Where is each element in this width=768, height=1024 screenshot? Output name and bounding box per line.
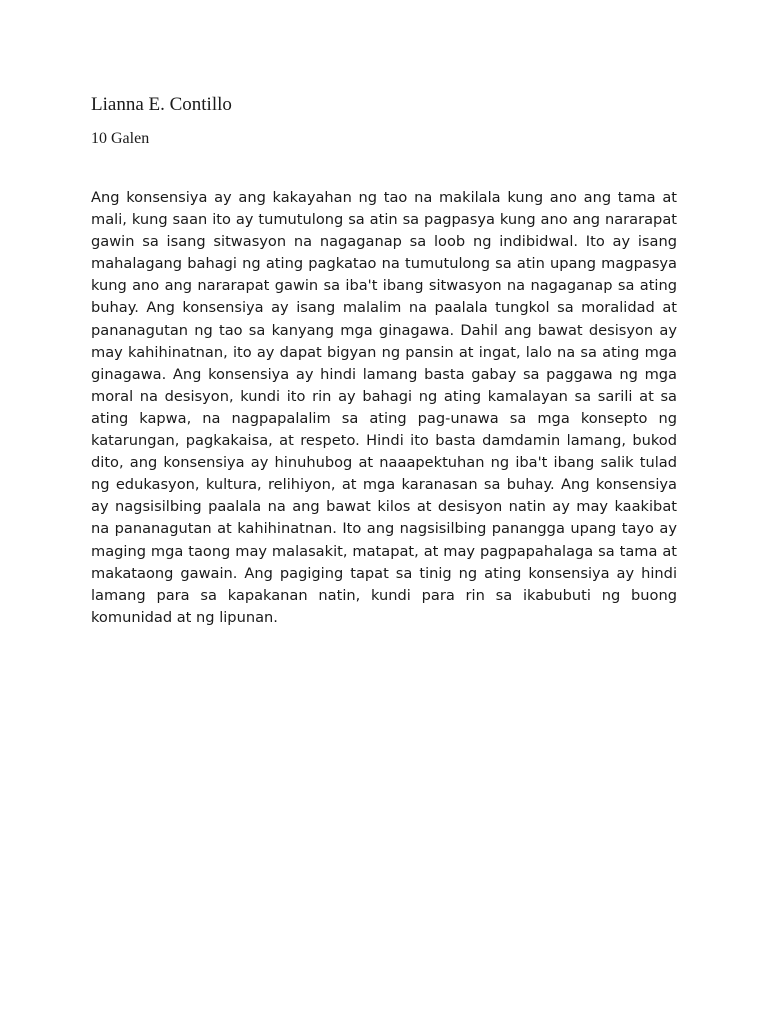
author-name: Lianna E. Contillo — [91, 94, 232, 115]
essay-paragraph: Ang konsensiya ay ang kakayahan ng tao na makilala kung ano ang tama at mali, kung saan ito ay tumutulong sa atin sa pagpasya kung ano ang nararapat gawin sa isang sitwasyon na nagaganap sa loob ng indibidwal. Ito ay isang mahalagang bahagi ng ating pagkatao na tumutulong sa atin upang magpasya kung ano ang nararapat gawin sa iba't ibang sitwasyon na nagaganap sa ating buhay. Ang konsensiya ay isang malalim na paalala tungkol sa moralidad at pananagutan ng tao sa kanyang mga ginagawa. Dahil ang bawat desisyon ay may kahihinatnan, ito ay dapat bigyan ng pansin at ingat, lalo na sa ating mga ginagawa. Ang konsensiya ay hindi lamang basta gabay sa paggawa ng mga moral na desisyon, kundi ito rin ay bahagi ng ating kamalayan sa sarili at sa ating kapwa, na nagpapalalim sa ating pag-unawa sa mga konsepto ng katarungan, pagkakaisa, at respeto. Hindi ito basta damdamin lamang, bukod dito, ang konsensiya ay hinuhubog at naaapektuhan ng iba't ibang salik tulad ng edukasyon, kultura, relihiyon, at mga karanasan sa buhay. Ang konsensiya ay nagsisilbing paalala na ang bawat kilos at desisyon natin ay may kaakibat na pananagutan at kahihinatnan. Ito ang nagsisilbing panangga upang tayo ay maging mga taong may malasakit, matapat, at may pagpapahalaga sa tama at makataong gawain. Ang pagiging tapat sa tinig ng ating konsensiya ay hindi lamang para sa kapakanan natin, kundi para rin sa ikabubuti ng buong komunidad at ng lipunan. — [91, 189, 677, 626]
section-label: 10 Galen — [91, 130, 150, 147]
